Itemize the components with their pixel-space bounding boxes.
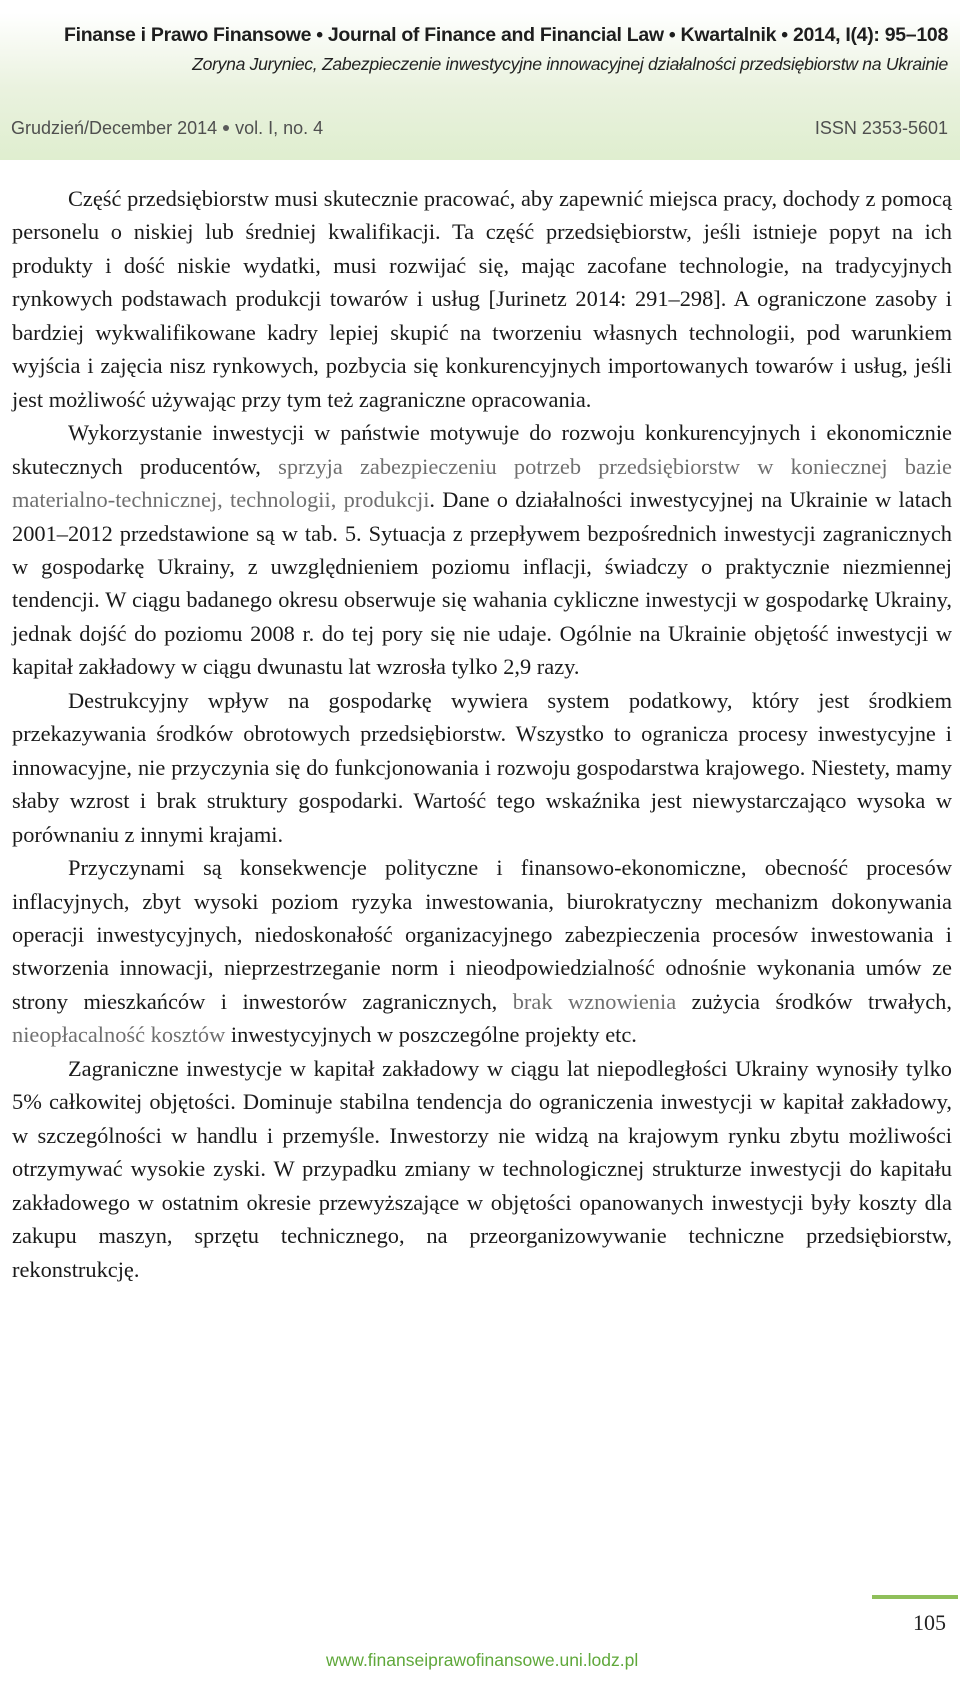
grey-highlight-text: nieopłacalność kosztów [12,1022,226,1048]
issue-volume: vol. I, no. 4 [235,118,324,138]
issue-info [11,118,323,139]
paragraph-4: Przyczynami są konsekwencje polityczne i finansowo-ekonomiczne, obecność procesów inflacyjnych, zbyt wysoki poziom ryzyka inwestowania, biurokratyczny mechanizm dokonywania operacji inwestycyjnych, niedoskonałość organizacyjnego zabezpieczenia procesów inwestowania i stworzenia innowacji, nieprzestrzeganie norm i nieodpowiedzialność odnośnie wykonania umów ze strony mieszkańców i inwestorów zagranicznych, brak wznowienia zużycia środków trwałych, nieopłacalność kosztów inwestycyjnych w poszczególne projekty etc. [12,855,952,1048]
issue-date: Grudzień/December 2014 [11,118,218,138]
article-author-title-line: Zoryna Juryniec, Zabezpieczenie inwestycyjne innowacyjnej działalności przedsiębiorstw na Ukrainie [192,54,948,74]
issn: ISSN 2353-5601 [814,118,948,138]
grey-highlight-text: sprzyja zabezpieczeniu potrzeb przedsiębiorstw w koniecznej bazie materialno-technicznej, technologii, produkcji [12,453,952,513]
article-body [12,182,952,1286]
paragraph-5: Zagraniczne inwestycje w kapitał zakładowy w ciągu lat niepodległości Ukrainy wynosiły tylko 5% całkowitej objętości. Dominuje stabilna tendencja do ograniczenia inwestycji w kapitał zakładowy, w szczególności w handlu i przemyśle. Inwestorzy nie widzą na krajowym rynku zbytu możliwości otrzymywać wysokie zyski. W przypadku zmiany w technologicznej strukturze inwestycji do kapitału zakładowego w ostatnim okresie przewyższające w objętości opanowanych inwestycji były koszty dla zakupu maszyn, sprzętu technicznego, na przeorganizowywanie techniczne przedsiębiorstw, rekonstrukcję. [12,1055,952,1282]
grey-highlight-text: brak wznowienia [512,988,677,1014]
page-number: 105 [913,1610,946,1635]
paragraph-3: Destrukcyjny wpływ na gospodarkę wywiera system podatkowy, który jest środkiem przekazywania środków obrotowych przedsiębiorstw. Wszystko to ogranicza procesy inwestycyjne i innowacyjne, nie przyczynia się do funkcjonowania i rozwoju gospodarstwa krajowego. Niestety, mamy słaby wzrost i brak struktury gospodarki. Wartość tego wskaźnika jest niewystarczająco wysoka w porównaniu z innymi krajami. [12,687,952,847]
footer-accent-rule [872,1595,958,1599]
paragraph-2: Wykorzystanie inwestycji w państwie motywuje do rozwoju konkurencyjnych i ekonomicznie skutecznych producentów, sprzyja zabezpieczeniu potrzeb przedsiębiorstw w koniecznej bazie materialno-technicznej, technologii, produkcji. Dane o działalności inwestycyjnej na Ukrainie w latach 2001–2012 przedstawione są w tab. 5. Sytuacja z przepływem bezpośrednich inwestycji zagranicznych w gospodarkę Ukrainy, z uwzględnieniem poziomu inflacji, świadczy o praktycznie niezmiennej tendencji. W ciągu badanego okresu obserwuje się wahania cykliczne inwestycji w gospodarkę Ukrainy, jednak dojść do poziomu 2008 r. do tej pory się nie udaje. Ogólnie na Ukrainie objętość inwestycji w kapitał zakładowy w ciągu dwunastu lat wzrosła tylko 2,9 razy. [12,420,952,680]
journal-url-link[interactable]: www.finanseiprawofinansowe.uni.lodz.pl [326,1650,639,1670]
journal-title-line: Finanse i Prawo Finansowe • Journal of Finance and Financial Law • Kwartalnik • 2014, I(4): 95–108 [63,24,948,46]
paragraph-1: Część przedsiębiorstw musi skutecznie pracować, aby zapewnić miejsca pracy, dochody z pomocą personelu o niskiej lub średniej kwalifikacji. Ta część przedsiębiorstw, jeśli istnieje popyt na ich produkty i dość niskie wydatki, musi rozwijać się, mając zacofane technologie, na tradycyjnych rynkowych podstawach produkcji towarów i usług [Jurinetz 2014: 291–298]. A ograniczone zasoby i bardziej wykwalifikowane kadry lepiej skupić na tworzeniu własnych technologii, pod warunkiem wyjścia i zajęcia nisz rynkowych, pozbycia się konkurencyjnych importowanych towarów i usług, jeśli jest możliwość używając przy tym też zagraniczne opracowania. [12,186,952,412]
bullet-dot-icon [223,125,229,131]
